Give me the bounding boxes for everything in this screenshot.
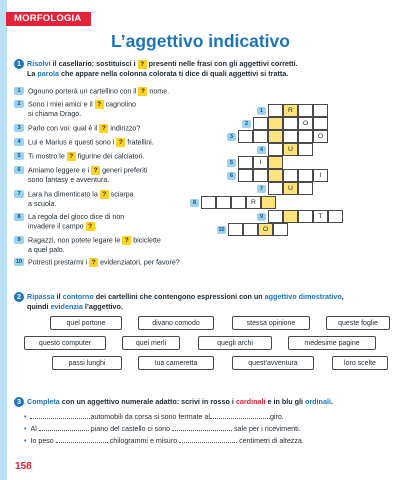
crossword-cell[interactable]: I [313,169,328,182]
blank-field[interactable] [56,436,108,443]
crossword-cell[interactable] [298,210,313,223]
fill-line-2: • Al piano del castello ci sono sale per i ricevimenti. [24,425,301,433]
crossword-cell[interactable] [298,143,313,156]
crossword-row-8-number: 8 [190,199,199,207]
exercise-3-instruction: Completa con un aggettivo numerale adatto: scrivi in rosso i cardinali e in blu gli ordinali. [27,397,333,406]
blank-field[interactable] [179,436,237,443]
crossword-cell-highlight[interactable] [268,130,283,143]
crossword-cell[interactable] [313,117,328,130]
expression-chip[interactable]: divano comodo [138,316,214,330]
crossword-row-6-number: 6 [227,172,236,180]
crossword-row-10-number: 10 [218,227,225,233]
exercise-2-number: 2 [14,292,24,302]
crossword-cell[interactable] [253,169,268,182]
crossword-cell[interactable] [253,117,268,130]
crossword-cell-highlight[interactable] [261,196,276,209]
crossword-row-2-number: 2 [242,120,251,128]
crossword-cell[interactable] [231,196,246,209]
crossword-cell[interactable] [283,130,298,143]
left-margin-stripe [0,0,7,480]
blank-field[interactable] [172,424,232,431]
crossword-cell[interactable]: R [246,196,261,209]
crossword-cell[interactable] [268,210,283,223]
crossword-cell[interactable] [238,156,253,169]
crossword-cell[interactable] [298,104,313,117]
exercise-1-number: 1 [14,59,24,69]
fill-line-1: • automobili da corsa si sono fermate al giro. [24,413,284,421]
page-number: 158 [15,461,32,472]
page-title: L’aggettivo indicativo [111,31,290,51]
crossword-cell-highlight[interactable]: U [283,182,298,195]
blank-field[interactable] [210,412,270,419]
exercise-2-instruction: Ripassa il contorno dei cartellini che contengono espressioni con un aggettivo dimostrativo, quindi evidenzia l’aggettivo. [27,292,344,311]
expression-chip[interactable]: quegli archi [198,336,272,350]
crossword-row-4-number: 4 [257,146,266,154]
crossword-row-9-number: 9 [257,213,266,221]
expression-chip[interactable]: tua cameretta [138,356,214,370]
crossword-cell-highlight[interactable] [268,117,283,130]
crossword-cell[interactable] [238,169,253,182]
crossword-cell[interactable] [273,223,288,236]
crossword-cell[interactable] [313,104,328,117]
crossword-cell[interactable] [253,130,268,143]
crossword-cell-highlight[interactable] [268,156,283,169]
expression-chip[interactable]: quel portone [50,316,122,330]
section-tag: MORFOLOGIA [6,12,91,26]
crossword-cell-highlight[interactable]: U [283,143,298,156]
crossword-cell[interactable] [268,104,283,117]
crossword-row-3-number: 3 [227,133,236,141]
expression-chip[interactable]: medesime pagine [288,336,376,350]
crossword-cell[interactable] [328,210,343,223]
crossword-row-5-number: 5 [227,159,236,167]
crossword-cell[interactable] [268,143,283,156]
exercise-1-instruction: Risolvi il casellario: sostituisci i ? presenti nelle frasi con gli aggettivi corretti. La parola che appare nella colonna colorata ti dice di quali aggettivi si tratta. [27,59,298,78]
expression-chip[interactable]: quei merli [122,336,180,350]
crossword-cell[interactable]: O [298,117,313,130]
crossword-cell[interactable]: O [313,130,328,143]
crossword-cell-highlight[interactable]: R [283,104,298,117]
crossword-cell-highlight[interactable] [268,169,283,182]
crossword-cell[interactable] [298,130,313,143]
expression-chip[interactable]: questo computer [24,336,106,350]
crossword-cell-highlight[interactable] [283,210,298,223]
crossword-cell[interactable] [238,130,253,143]
fill-line-3: • Io peso chilogrammi e misuro centimetri di altezza. [24,437,304,445]
crossword-row-7-number: 7 [257,185,266,193]
expression-chip[interactable]: queste foglie [326,316,390,330]
expression-chip[interactable]: quest’avventura [232,356,314,370]
expression-chip[interactable]: loro scelte [332,356,388,370]
expression-chip[interactable]: passi lunghi [52,356,122,370]
crossword-cell[interactable]: I [253,156,268,169]
blank-field[interactable] [39,424,89,431]
crossword-cell[interactable] [268,182,283,195]
crossword-row-1-number: 1 [257,107,266,115]
exercise-3-number: 3 [14,397,24,407]
crossword-cell[interactable] [298,169,313,182]
crossword-cell[interactable] [283,117,298,130]
crossword-cell[interactable] [228,223,243,236]
crossword-cell[interactable]: T [313,210,328,223]
crossword-cell[interactable] [243,223,258,236]
crossword-cell[interactable] [298,182,313,195]
blank-field[interactable] [30,412,90,419]
expression-chip[interactable]: stessa opinione [232,316,310,330]
crossword-cell[interactable] [283,169,298,182]
crossword-cell-highlight[interactable]: O [258,223,273,236]
